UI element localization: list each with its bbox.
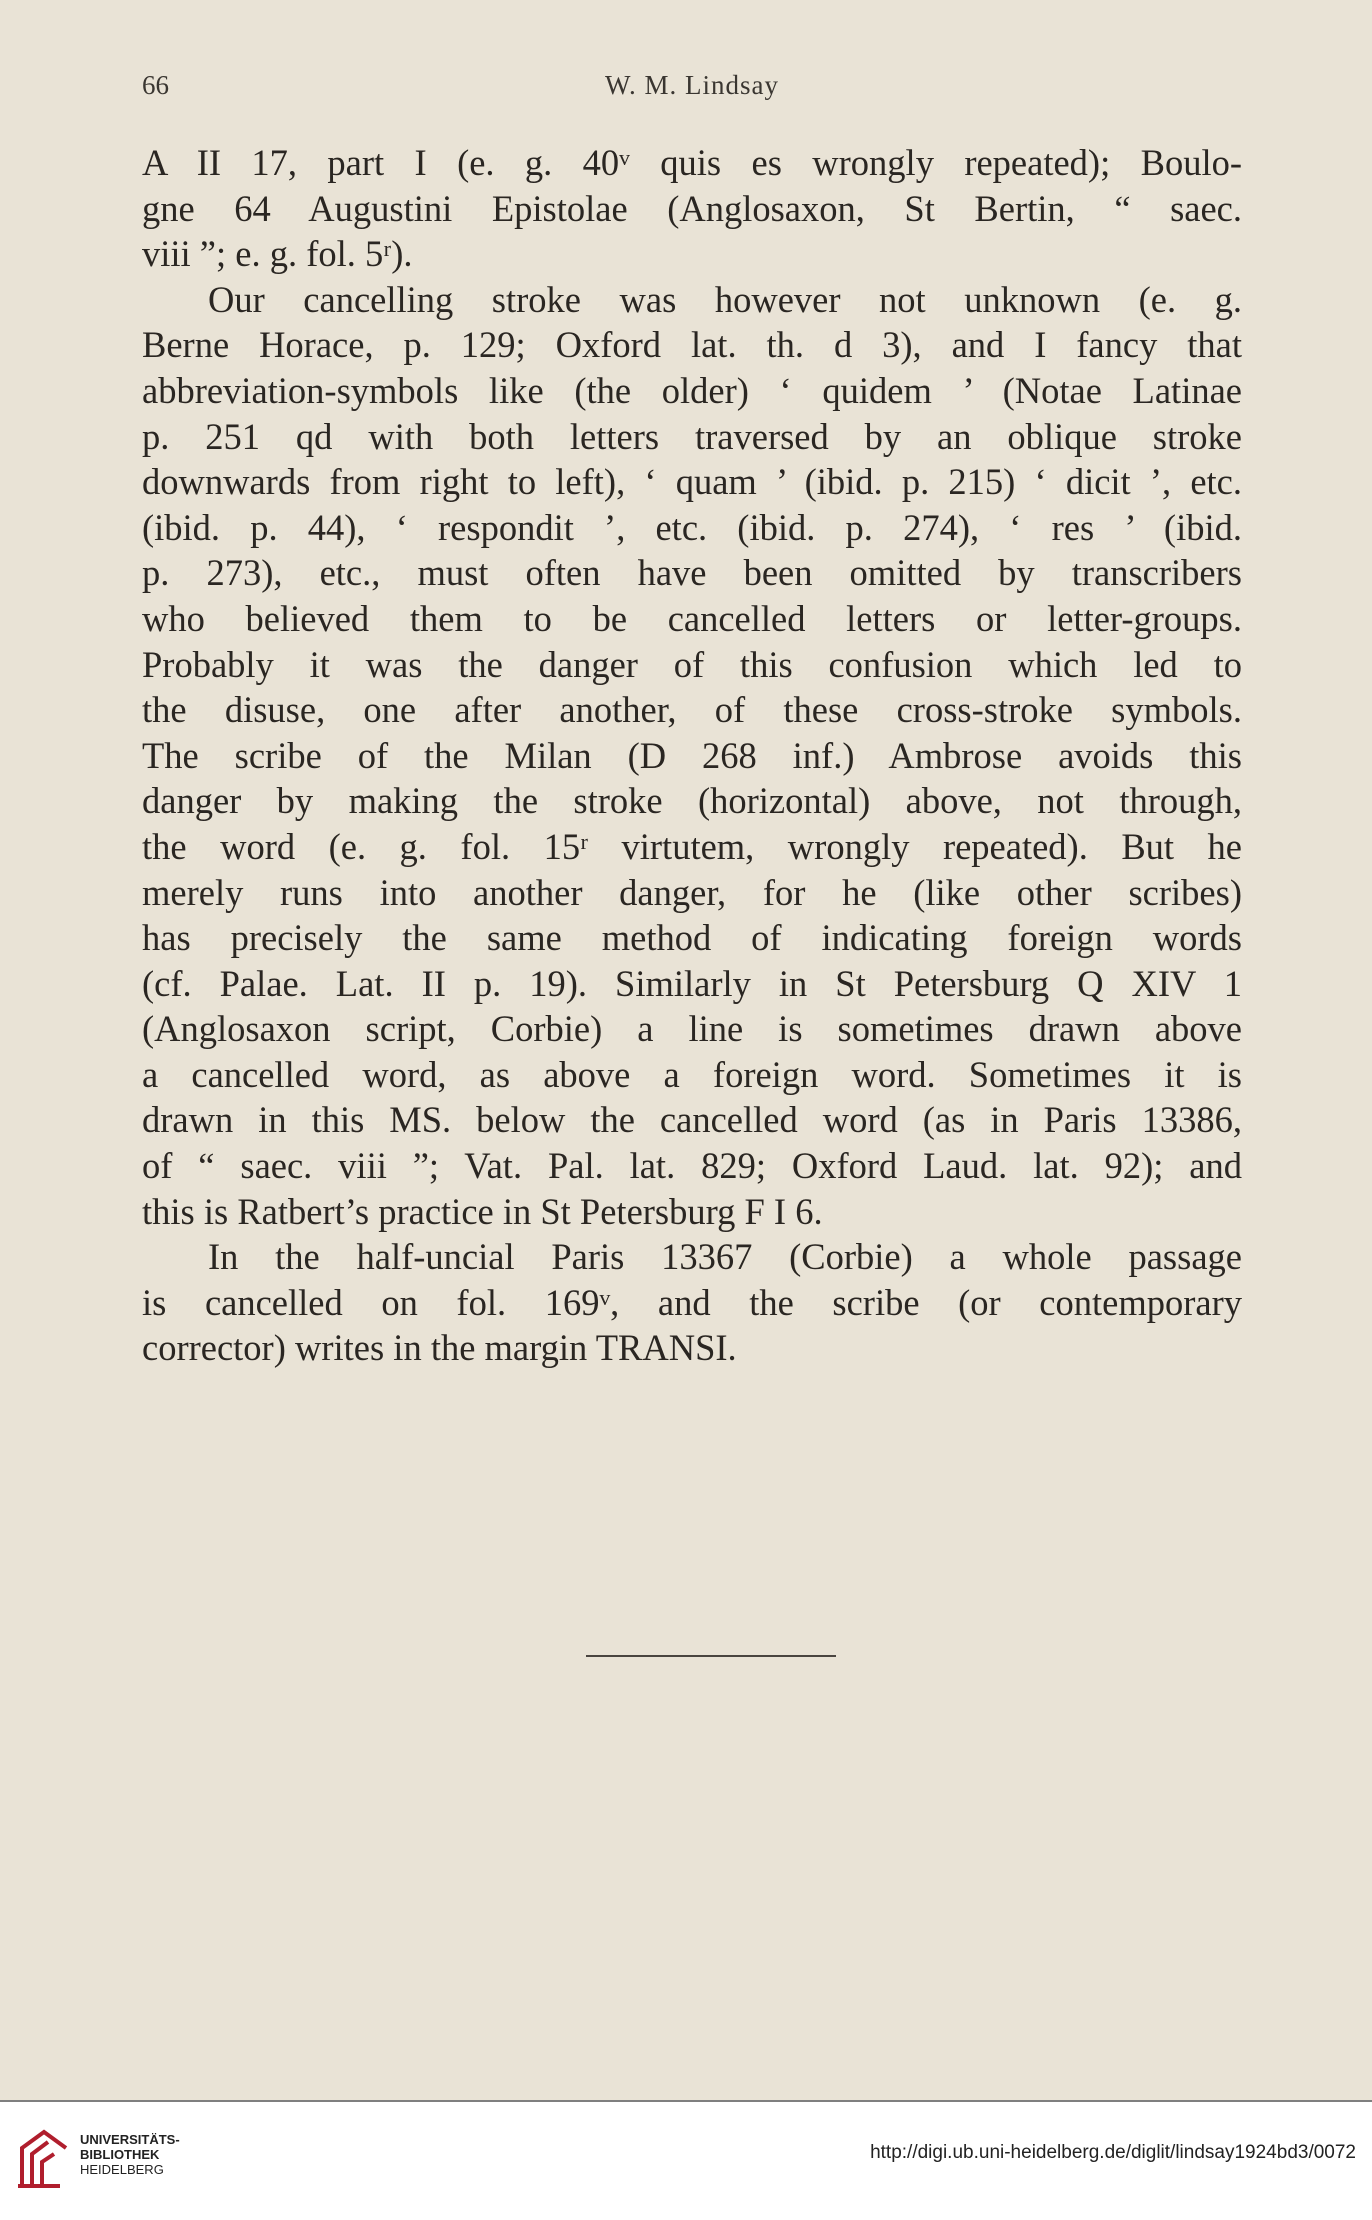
text-line: of “ saec. viii ”; Vat. Pal. lat. 829; Oxford Laud. lat. 92); and bbox=[142, 1145, 1242, 1187]
text-line: A II 17, part I (e. g. 40ᵛ quis es wrongly repeated); Boulo- bbox=[142, 142, 1242, 183]
text-line: drawn in this MS. below the cancelled word (as in Paris 13386, bbox=[142, 1099, 1242, 1141]
text-line: viii ”; e. g. fol. 5ʳ). bbox=[142, 233, 413, 275]
page-header bbox=[142, 70, 1242, 110]
institution-line: UNIVERSITÄTS- bbox=[80, 2132, 180, 2147]
text-line: p. 273), etc., must often have been omitted by transcribers bbox=[142, 552, 1242, 594]
source-url[interactable]: http://digi.ub.uni-heidelberg.de/diglit/lindsay1924bd3/0072 bbox=[870, 2142, 1356, 2163]
institution-line: BIBLIOTHEK bbox=[80, 2147, 160, 2162]
text-line: The scribe of the Milan (D 268 inf.) Ambrose avoids this bbox=[142, 734, 1242, 776]
text-line: gne 64 Augustini Epistolae (Anglosaxon, St Bertin, “ saec. bbox=[142, 187, 1242, 229]
text-line: the word (e. g. fol. 15ʳ virtutem, wrongly repeated). But he bbox=[142, 825, 1242, 867]
institution-line: HEIDELBERG bbox=[80, 2162, 164, 2177]
text-line: Berne Horace, p. 129; Oxford lat. th. d 3), and I fancy that bbox=[142, 324, 1242, 366]
text-line: who believed them to be cancelled letters or letter-groups. bbox=[142, 597, 1242, 639]
text-line: danger by making the stroke (horizontal) above, not through, bbox=[142, 780, 1242, 822]
text-line: a cancelled word, as above a foreign word. Sometimes it is bbox=[142, 1053, 1242, 1095]
text-line: is cancelled on fol. 169ᵛ, and the scribe (or contemporary bbox=[142, 1281, 1242, 1323]
running-head: W. M. Lindsay bbox=[605, 70, 779, 100]
text-line: has precisely the same method of indicating foreign words bbox=[142, 917, 1242, 959]
text-line: Probably it was the danger of this confusion which led to bbox=[142, 643, 1242, 685]
text-line: p. 251 qd with both letters traversed by an oblique stroke bbox=[142, 415, 1242, 457]
ub-heidelberg-logo-icon bbox=[14, 2124, 74, 2194]
institution-name bbox=[80, 2132, 180, 2177]
text-line: downwards from right to left), ‘ quam ’ (ibid. p. 215) ‘ dicit ’, etc. bbox=[142, 461, 1242, 503]
text-line: the disuse, one after another, of these cross-stroke symbols. bbox=[142, 689, 1242, 731]
text-line: (cf. Palae. Lat. II p. 19). Similarly in St Petersburg Q XIV 1 bbox=[142, 962, 1242, 1004]
section-divider bbox=[586, 1655, 836, 1657]
footer-bar bbox=[0, 2100, 1372, 2220]
text-line: (ibid. p. 44), ‘ respondit ’, etc. (ibid. p. 274), ‘ res ’ (ibid. bbox=[142, 506, 1242, 548]
text-line: In the half-uncial Paris 13367 (Corbie) a whole passage bbox=[208, 1236, 1242, 1278]
text-line: this is Ratbert’s practice in St Petersburg F I 6. bbox=[142, 1190, 823, 1232]
text-line: corrector) writes in the margin TRANSI. bbox=[142, 1327, 737, 1369]
text-line: merely runs into another danger, for he (like other scribes) bbox=[142, 871, 1242, 913]
page-number: 66 bbox=[142, 70, 169, 100]
text-line: abbreviation-symbols like (the older) ‘ quidem ’ (Notae Latinae bbox=[142, 369, 1242, 411]
text-line: Our cancelling stroke was however not unknown (e. g. bbox=[208, 278, 1242, 320]
text-line: (Anglosaxon script, Corbie) a line is sometimes drawn above bbox=[142, 1008, 1242, 1050]
body-text bbox=[142, 140, 1242, 1371]
